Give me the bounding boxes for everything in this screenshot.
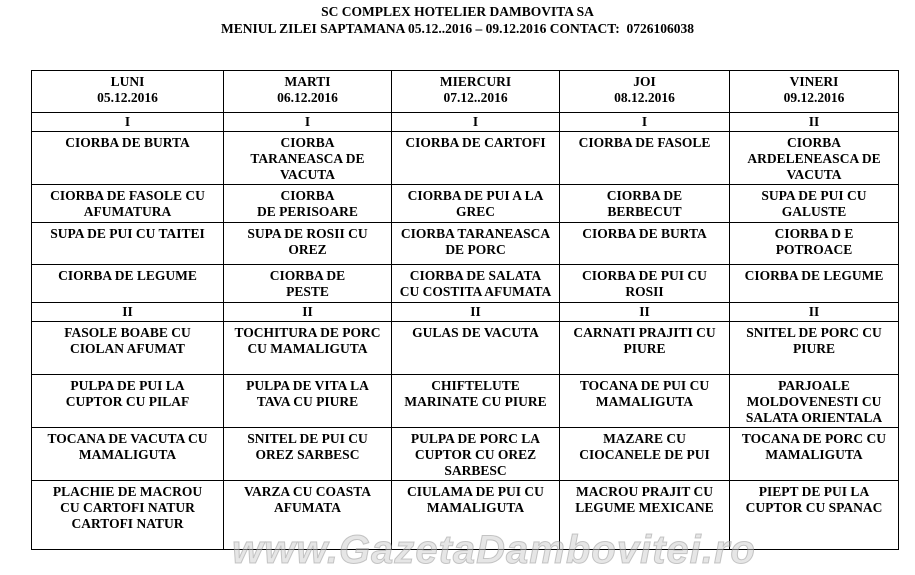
dish-line: GREC (455, 204, 495, 219)
dish-line: CIORBA D E (774, 226, 854, 241)
day-name: MIERCURI (439, 74, 512, 89)
dish-line: TARANEASCA DE (250, 151, 365, 166)
dish-line: CARNATI PRAJITI CU (573, 325, 716, 340)
dish-cell (224, 322, 392, 375)
course-mark: I (32, 113, 224, 132)
dish-line: CU COSTITA AFUMATA (399, 284, 552, 299)
dish-cell (392, 223, 560, 265)
day-date: 07.12..2016 (443, 90, 508, 105)
dish-cell (392, 481, 560, 550)
menu-row (32, 265, 899, 303)
dish-cell (392, 428, 560, 481)
dish-line: CIORBA DE BURTA (582, 226, 707, 241)
subtitle-text: MENIUL ZILEI SAPTAMANA 05.12..2016 – 09.12.2016 CONTACT: 0726106038 (221, 21, 694, 36)
watermark: www.GazetaDambovitei.ro (232, 528, 756, 572)
dish-line: CIORBA DE FASOLE (578, 135, 711, 150)
weekly-menu-table (31, 70, 899, 550)
menu-row (32, 322, 899, 375)
menu-row (32, 428, 899, 481)
dish-line: DE PERISOARE (257, 204, 358, 219)
dish-cell (560, 322, 730, 375)
dish-cell (730, 428, 899, 481)
dish-cell (224, 481, 392, 550)
dish-line: GALUSTE (781, 204, 847, 219)
dish-line: CIORBA DE (606, 188, 683, 203)
dish-cell (32, 132, 224, 185)
dish-line: CIULAMA DE PUI CU (407, 484, 544, 499)
dish-line: SNITEL DE PUI CU (247, 431, 368, 446)
course-mark: II (392, 303, 560, 322)
day-header-cell (32, 71, 224, 113)
dish-line: SUPA DE PUI CU (761, 188, 867, 203)
dish-line: GULAS DE VACUTA (412, 325, 539, 340)
dish-cell (392, 375, 560, 428)
menu-row (32, 481, 899, 550)
course-two-row (32, 303, 899, 322)
course-one-row (32, 113, 899, 132)
course-mark: II (730, 113, 899, 132)
day-header-row (32, 71, 899, 113)
dish-line: TAVA CU PIURE (256, 394, 359, 409)
dish-line: MAMALIGUTA (78, 447, 177, 462)
dish-line: MAZARE CU (603, 431, 686, 446)
dish-line: CHIFTELUTE (431, 378, 520, 393)
dish-line: CIORBA DE LEGUME (58, 268, 197, 283)
dish-line: CIORBA (786, 135, 841, 150)
dish-line: CIORBA DE CARTOFI (405, 135, 546, 150)
dish-cell (560, 428, 730, 481)
dish-cell (32, 322, 224, 375)
dish-line: SUPA DE ROSII CU (247, 226, 368, 241)
dish-line: PLACHIE DE MACROU (52, 484, 203, 499)
dish-line: PIURE (792, 341, 835, 356)
dish-cell (730, 481, 899, 550)
dish-line: TOCHITURA DE PORC (234, 325, 381, 340)
dish-cell (224, 265, 392, 303)
dish-line: PULPA DE PUI LA (70, 378, 185, 393)
day-date: 09.12.2016 (783, 90, 845, 105)
dish-cell (32, 375, 224, 428)
course-mark: II (32, 303, 224, 322)
course-mark: I (560, 113, 730, 132)
dish-line: PIEPT DE PUI LA (758, 484, 870, 499)
dish-cell (32, 265, 224, 303)
dish-line: AFUMATA (274, 500, 341, 515)
dish-line: CIORBA (280, 135, 335, 150)
dish-line: VARZA CU COASTA (243, 484, 372, 499)
menu-row (32, 185, 899, 223)
dish-line: CARTOFI NATUR (71, 516, 184, 531)
dish-line: CIORBA (280, 188, 335, 203)
dish-cell (560, 375, 730, 428)
dish-cell (224, 223, 392, 265)
dish-line: CIORBA DE LEGUME (744, 268, 884, 283)
dish-line: SARBESC (444, 463, 507, 478)
dish-cell (730, 223, 899, 265)
document-subtitle (0, 20, 915, 37)
dish-line: TOCANA DE PUI CU (579, 378, 710, 393)
day-name: JOI (633, 74, 656, 89)
menu-row (32, 223, 899, 265)
dish-line: POTROACE (775, 242, 853, 257)
dish-line: PESTE (286, 284, 329, 299)
dish-cell (560, 265, 730, 303)
dish-line: MAMALIGUTA (595, 394, 694, 409)
dish-line: CU CARTOFI NATUR (60, 500, 195, 515)
course-mark: II (730, 303, 899, 322)
day-header-cell (392, 71, 560, 113)
dish-cell (560, 132, 730, 185)
dish-line: CIORBA TARANEASCA (400, 226, 551, 241)
dish-line: MACROU PRAJIT CU (576, 484, 713, 499)
day-header-cell (560, 71, 730, 113)
menu-row (32, 375, 899, 428)
dish-cell (392, 132, 560, 185)
dish-line: CU MAMALIGUTA (247, 341, 368, 356)
course-mark: II (560, 303, 730, 322)
day-date: 05.12.2016 (97, 90, 158, 105)
course-mark: II (224, 303, 392, 322)
dish-line: MAMALIGUTA (426, 500, 525, 515)
dish-line: TOCANA DE VACUTA CU (47, 431, 208, 446)
dish-cell (730, 322, 899, 375)
dish-cell (32, 223, 224, 265)
document-title: SC COMPLEX HOTELIER DAMBOVITA SA (321, 4, 594, 19)
dish-line: CIORBA DE (269, 268, 346, 283)
dish-line: ROSII (625, 284, 664, 299)
dish-cell (730, 375, 899, 428)
dish-cell (730, 132, 899, 185)
dish-line: SALATA ORIENTALA (745, 410, 883, 425)
dish-line: MAMALIGUTA (765, 447, 863, 462)
dish-line: VACUTA (279, 167, 335, 182)
dish-line: CIORBA DE FASOLE CU (50, 188, 205, 203)
dish-line: CIOLAN AFUMAT (70, 341, 185, 356)
course-mark: I (392, 113, 560, 132)
dish-line: MOLDOVENESTI CU (746, 394, 882, 409)
dish-line: MARINATE CU PIURE (404, 394, 547, 409)
dish-cell (392, 265, 560, 303)
menu-row (32, 132, 899, 185)
dish-cell (224, 375, 392, 428)
day-date: 06.12.2016 (277, 90, 338, 105)
dish-line: CIOCANELE DE PUI (579, 447, 710, 462)
dish-line: CUPTOR CU PILAF (65, 394, 190, 409)
dish-cell (392, 322, 560, 375)
dish-line: FASOLE BOABE CU (64, 325, 191, 340)
dish-line: VACUTA (786, 167, 842, 182)
dish-line: TOCANA DE PORC CU (741, 431, 887, 446)
dish-line: AFUMATURA (83, 204, 172, 219)
menu-table-body (32, 71, 899, 550)
day-date: 08.12.2016 (614, 90, 675, 105)
dish-line: OREZ (288, 242, 327, 257)
dish-cell (224, 132, 392, 185)
dish-line: SNITEL DE PORC CU (746, 325, 882, 340)
dish-cell (32, 428, 224, 481)
day-name: LUNI (110, 74, 145, 89)
dish-cell (224, 185, 392, 223)
day-header-cell (730, 71, 899, 113)
dish-cell (560, 185, 730, 223)
dish-cell (560, 481, 730, 550)
dish-cell (32, 185, 224, 223)
dish-line: PIURE (623, 341, 666, 356)
dish-line: CIORBA DE PUI A LA (407, 188, 544, 203)
dish-cell (392, 185, 560, 223)
dish-line: DE PORC (445, 242, 506, 257)
dish-line: CIORBA DE BURTA (65, 135, 190, 150)
day-header-cell (224, 71, 392, 113)
dish-line: PARJOALE (778, 378, 850, 393)
dish-line: ARDELENEASCA DE (747, 151, 881, 166)
dish-line: SUPA DE PUI CU TAITEI (50, 226, 205, 241)
dish-line: LEGUME MEXICANE (575, 500, 714, 515)
day-name: VINERI (789, 74, 839, 89)
dish-cell (224, 428, 392, 481)
dish-line: OREZ SARBESC (255, 447, 360, 462)
dish-line: CIORBA DE PUI CU (582, 268, 707, 283)
dish-cell (730, 185, 899, 223)
day-name: MARTI (284, 74, 331, 89)
course-mark: I (224, 113, 392, 132)
dish-cell (32, 481, 224, 550)
dish-line: PULPA DE PORC LA (410, 431, 541, 446)
dish-line: CUPTOR CU OREZ (414, 447, 537, 462)
dish-cell (560, 223, 730, 265)
dish-line: CUPTOR CU SPANAC (745, 500, 883, 515)
dish-cell (730, 265, 899, 303)
dish-line: BERBECUT (607, 204, 682, 219)
dish-line: PULPA DE VITA LA (246, 378, 369, 393)
dish-line: CIORBA DE SALATA (409, 268, 542, 283)
